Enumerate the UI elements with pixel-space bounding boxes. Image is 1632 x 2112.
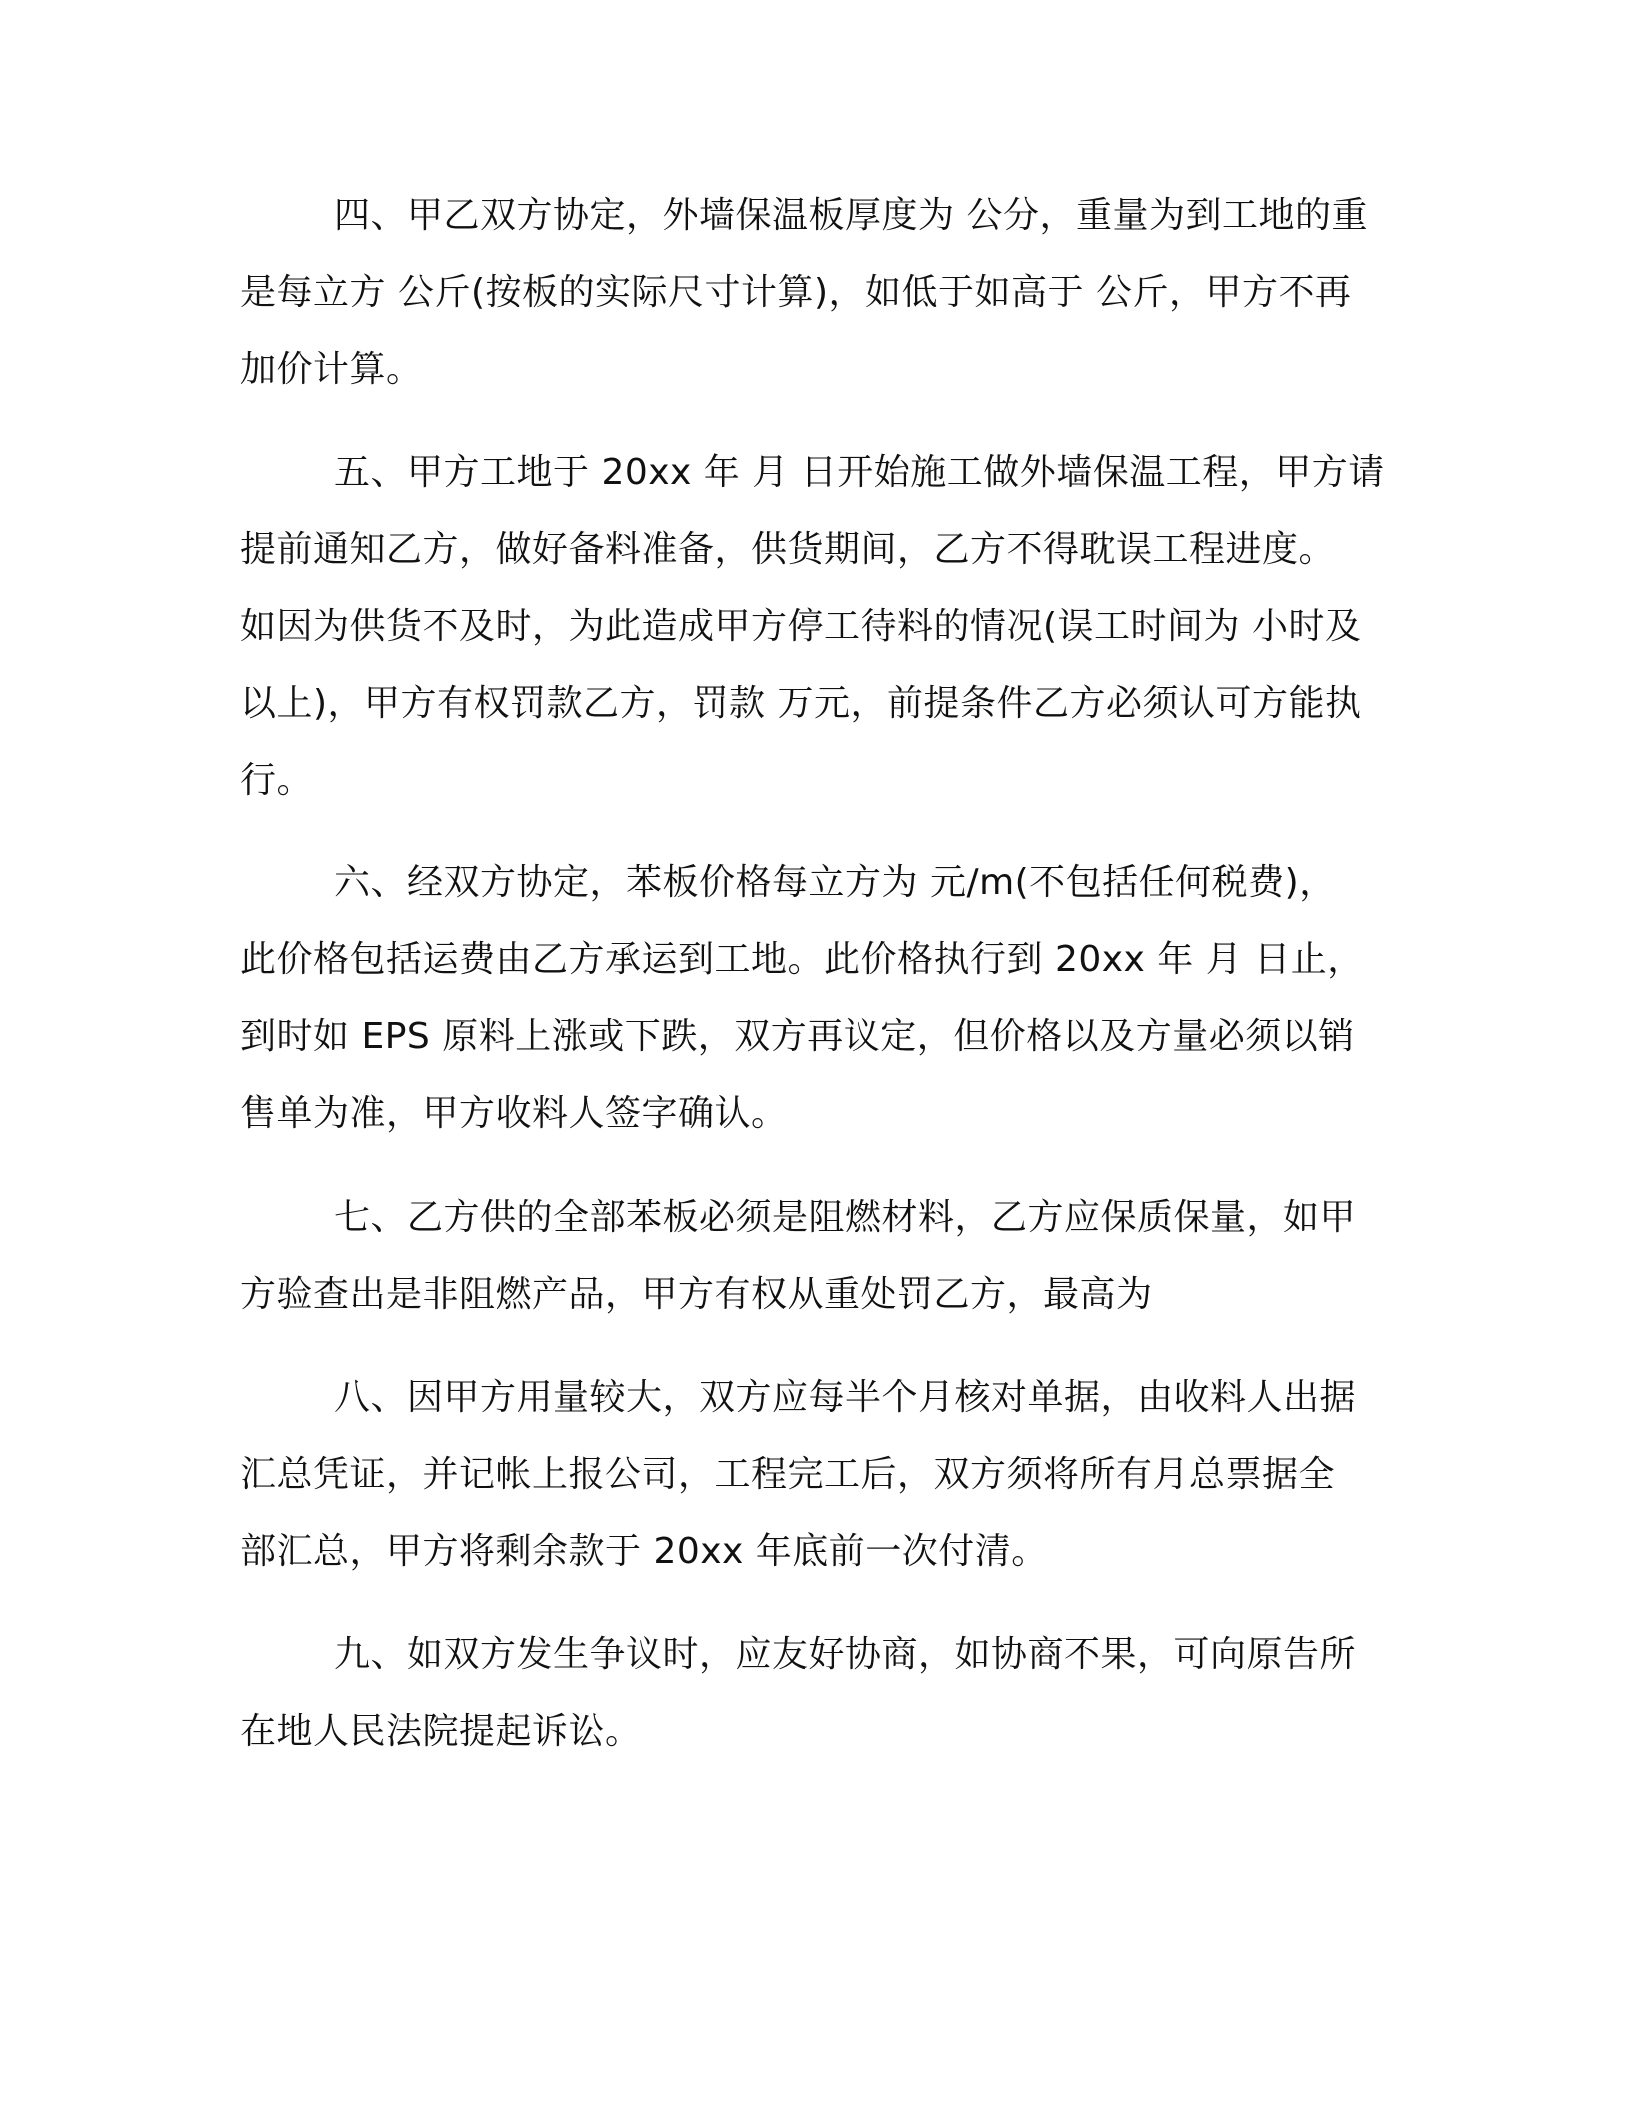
clause-6-line-4: 售单为准，甲方收料人签字确认。 xyxy=(240,1093,788,1134)
clause-8-line-2: 汇总凭证，并记帐上报公司，工程完工后，双方须将所有月总票据全 xyxy=(240,1454,1336,1495)
clause-9-line-1: 九、如双方发生争议时，应友好协商，如协商不果，可向原告所 xyxy=(334,1634,1357,1675)
clause-5-line-2: 提前通知乙方，做好备料准备，供货期间，乙方不得耽误工程进度。 xyxy=(240,529,1336,570)
clause-4-line-3: 加价计算。 xyxy=(240,349,423,390)
clause-6-line-1: 六、经双方协定，苯板价格每立方为 元/m(不包括任何税费)， xyxy=(334,862,1336,903)
clause-5-line-3: 如因为供货不及时，为此造成甲方停工待料的情况(误工时间为 小时及 xyxy=(240,606,1362,647)
clause-5-line-1: 五、甲方工地于 20xx 年 月 日开始施工做外墙保温工程，甲方请 xyxy=(334,452,1385,493)
clause-4-line-2: 是每立方 公斤(按板的实际尺寸计算)，如低于如高于 公斤，甲方不再 xyxy=(240,272,1352,313)
clause-6-line-2: 此价格包括运费由乙方承运到工地。此价格执行到 20xx 年 月 日止， xyxy=(240,939,1364,980)
clause-4-line-1: 四、甲乙双方协定，外墙保温板厚度为 公分，重量为到工地的重 xyxy=(334,195,1368,236)
clause-7-line-2: 方验查出是非阻燃产品，甲方有权从重处罚乙方，最高为 xyxy=(240,1274,1153,1315)
clause-7-line-1: 七、乙方供的全部苯板必须是阻燃材料，乙方应保质保量，如甲 xyxy=(334,1197,1357,1238)
clause-8-line-1: 八、因甲方用量较大，双方应每半个月核对单据，由收料人出据 xyxy=(334,1377,1357,1418)
clause-5-line-4: 以上)，甲方有权罚款乙方，罚款 万元，前提条件乙方必须认可方能执 xyxy=(240,683,1362,724)
clause-8-line-3: 部汇总，甲方将剩余款于 20xx 年底前一次付清。 xyxy=(240,1531,1048,1572)
clause-5-line-5: 行。 xyxy=(240,760,314,801)
clause-9-line-2: 在地人民法院提起诉讼。 xyxy=(240,1711,642,1752)
clause-6-line-3: 到时如 EPS 原料上涨或下跌，双方再议定，但价格以及方量必须以销 xyxy=(240,1016,1355,1057)
